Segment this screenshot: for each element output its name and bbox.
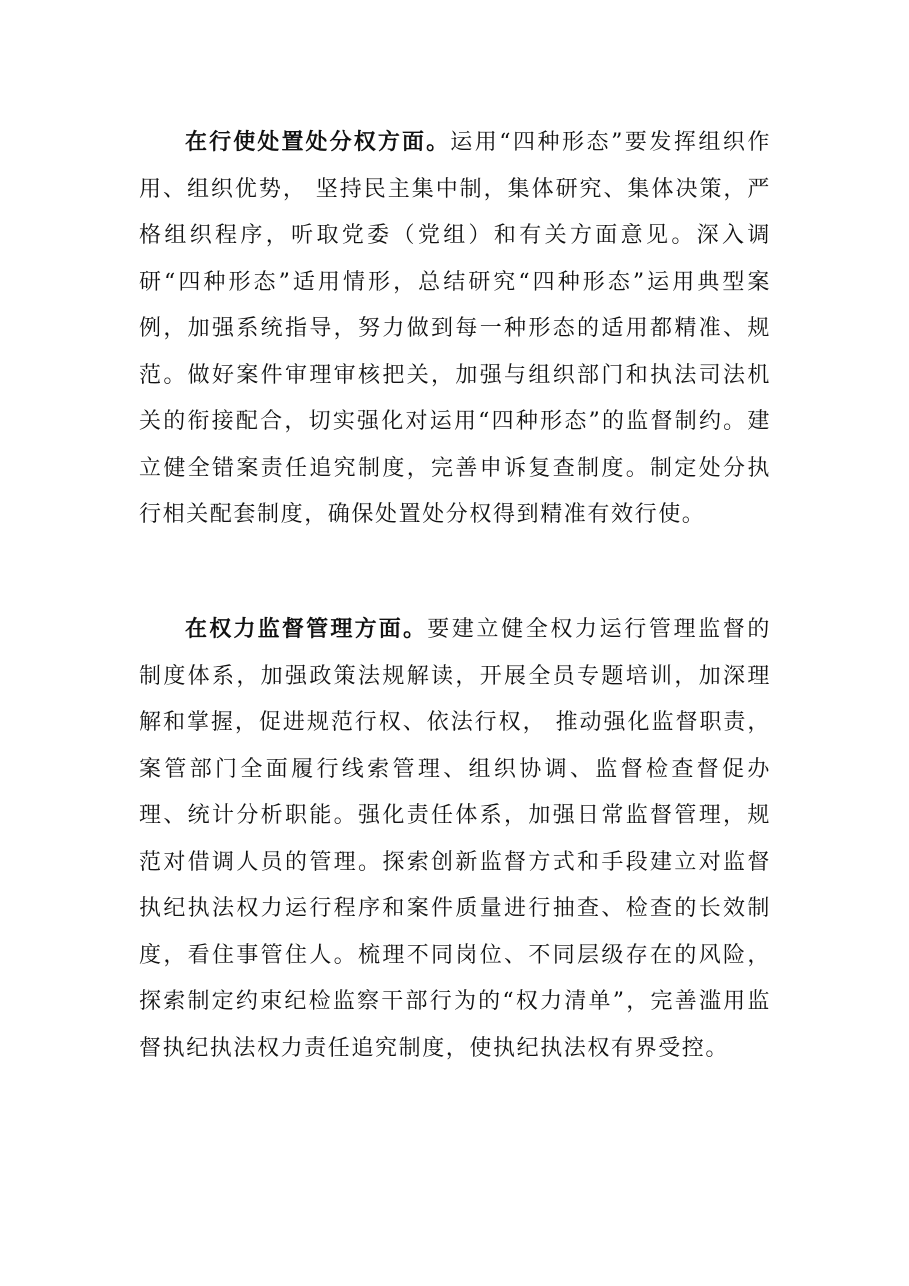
paragraph-body: 运用“四种形态”要发挥组织作用、组织优势， 坚持民主集中制，集体研究、集体决策，严格组织程序，听取党委（党组）和有关方面意见。深入调研“四种形态”适用情形，总结研究“四种形态”运用典型案例，加强系统指导，努力做到每一种形态的适用都精准、规范。做好案件审理审核把关，加强与组织部门和执法司法机关的衔接配合，切实强化对运用“四种形态”的监督制约。建立健全错案责任追究制度，完善申诉复查制度。制定处分执行相关配套制度，确保处置处分权得到精准有效行使。 [139, 130, 771, 527]
paragraph-power-supervision [139, 607, 771, 1072]
paragraph-heading: 在权力监督管理方面。 [185, 617, 428, 642]
paragraph-heading: 在行使处置处分权方面。 [185, 130, 451, 155]
paragraph-disposal-power [139, 120, 771, 539]
paragraph-body: 要建立健全权力运行管理监督的制度体系，加强政策法规解读，开展全员专题培训，加深理解和掌握，促进规范行权、依法行权， 推动强化监督职责，案管部门全面履行线索管理、组织协调、监督检查督促办理、统计分析职能。强化责任体系，加强日常监督管理，规范对借调人员的管理。探索创新监督方式和手段建立对监督执纪执法权力运行程序和案件质量进行抽查、检查的长效制度，看住事管住人。梳理不同岗位、不同层级存在的风险，探索制定约束纪检监察干部行为的“权力清单”，完善滥用监督执纪执法权力责任追究制度，使执纪执法权有界受控。 [139, 617, 771, 1061]
